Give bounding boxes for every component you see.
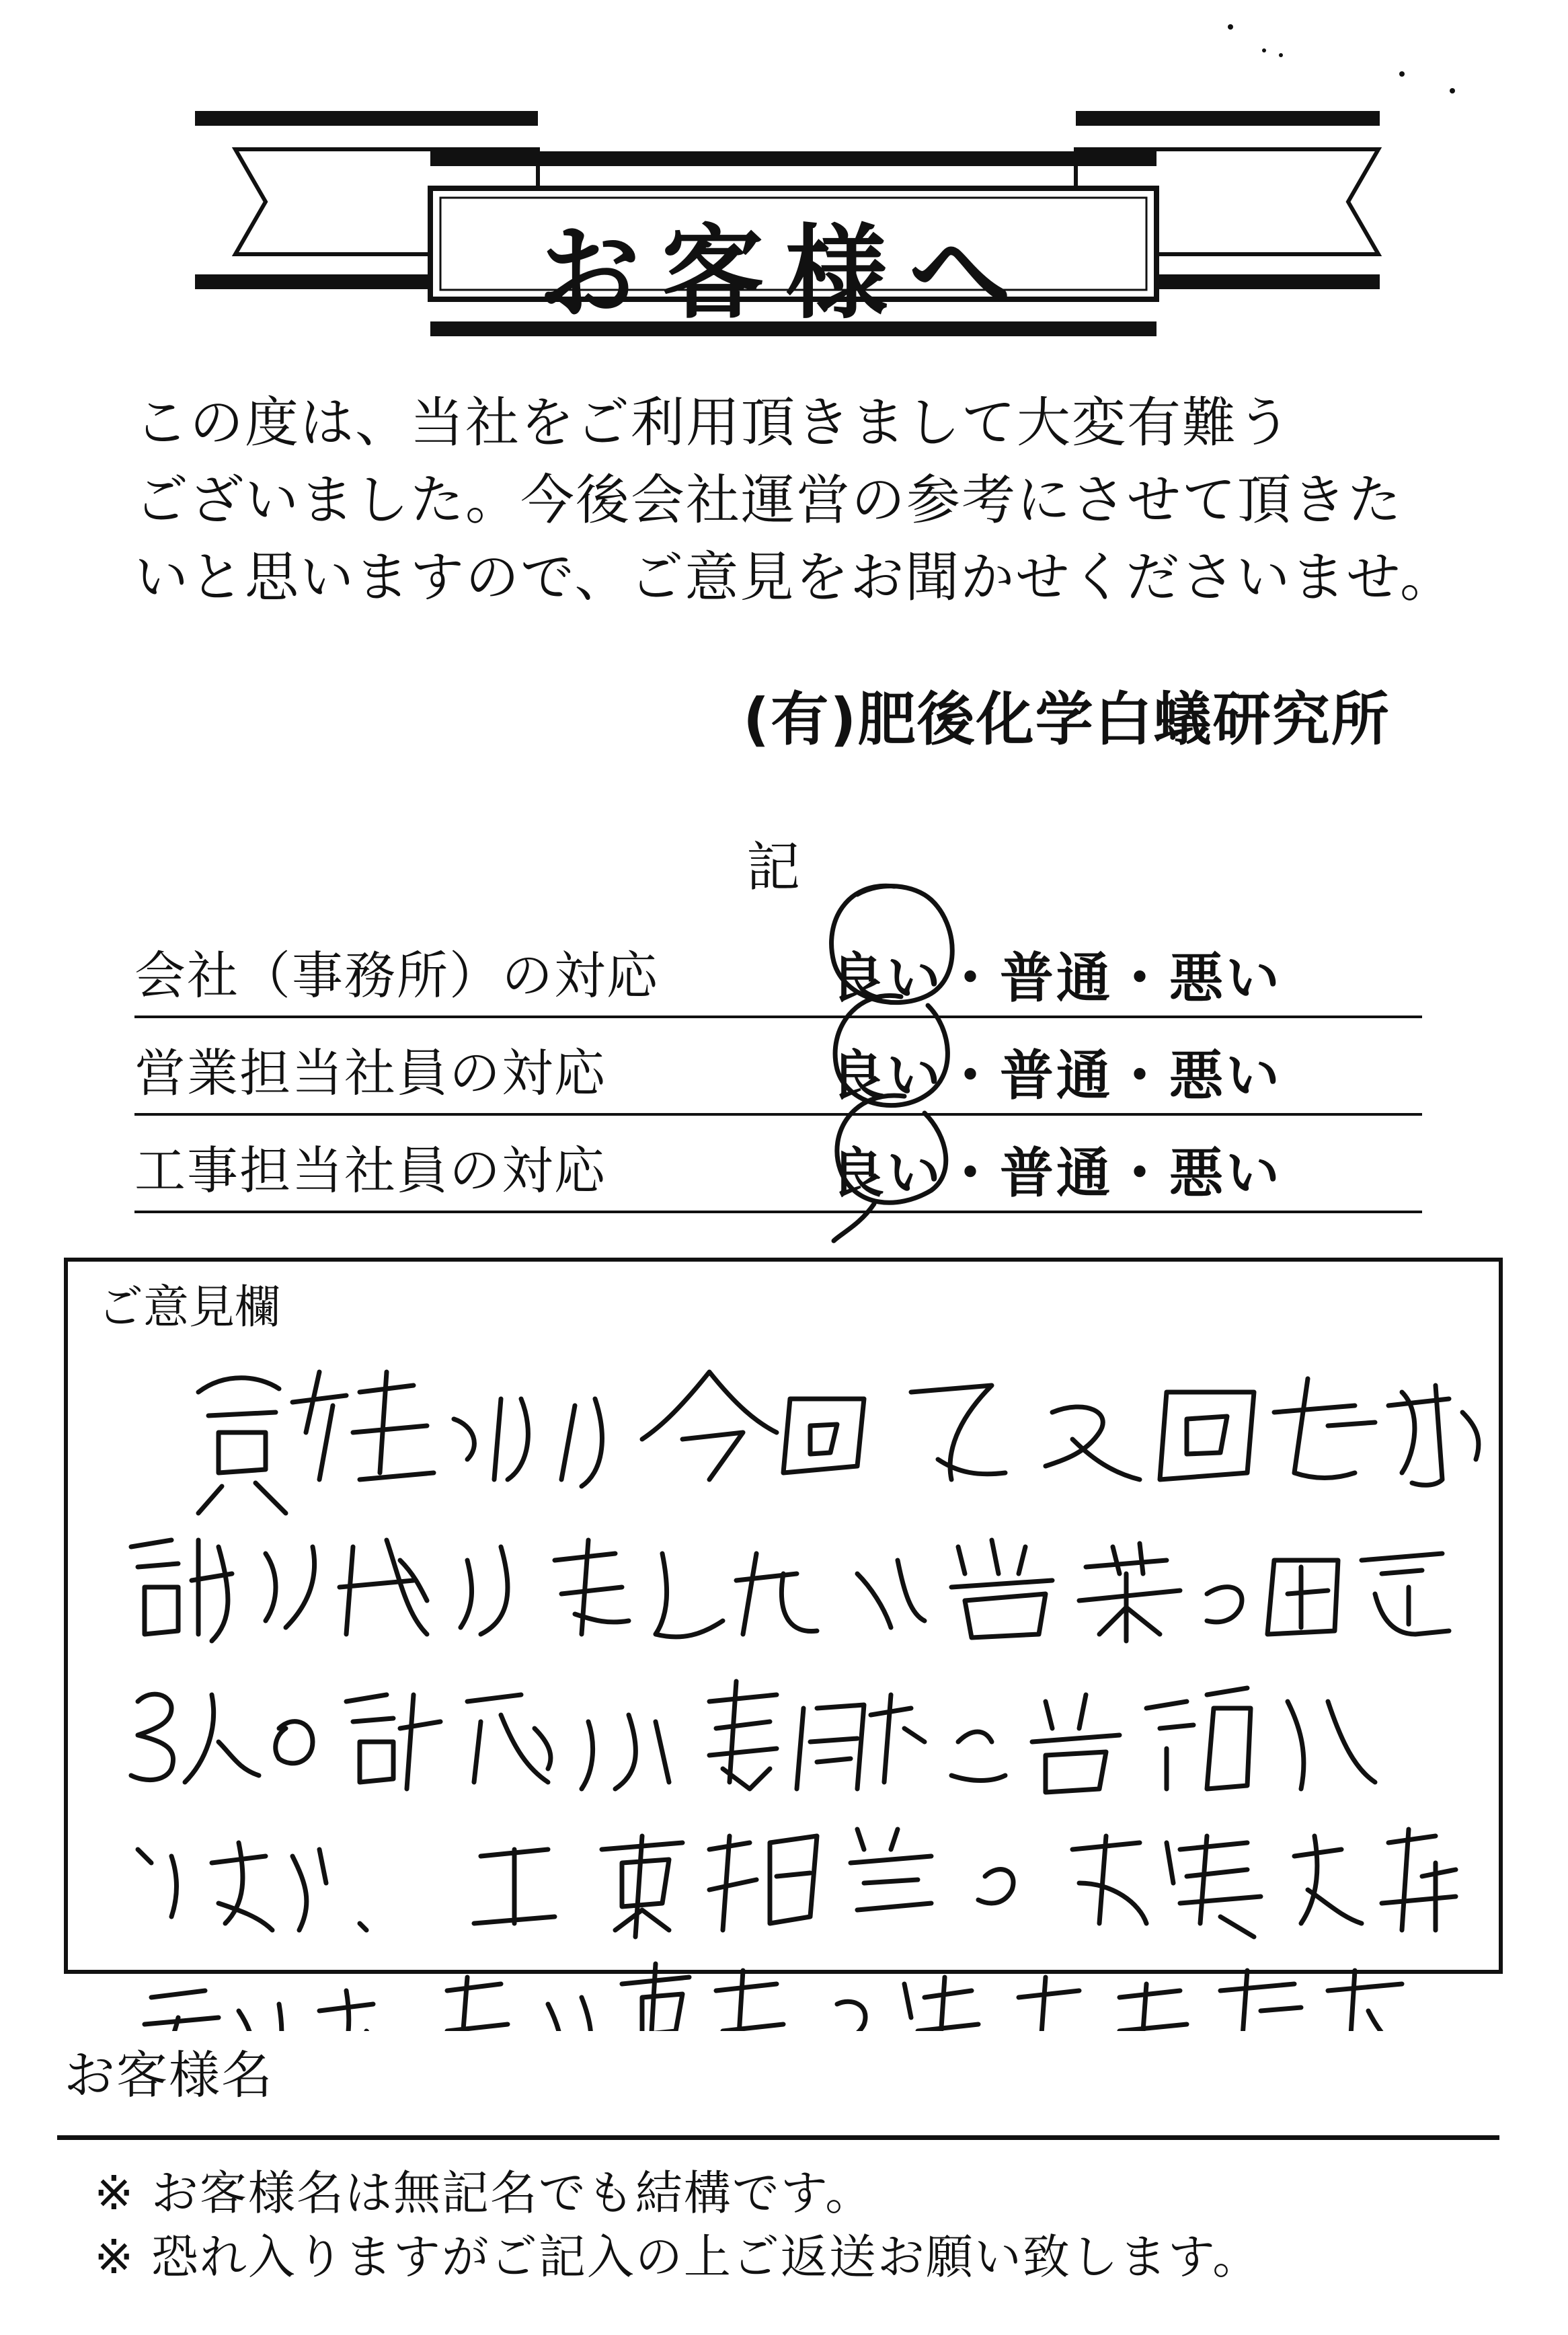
rating-divider	[134, 1211, 1422, 1213]
selection-circle-office	[832, 886, 953, 1002]
rating-label-office: 会社（事務所）の対応	[134, 946, 659, 1005]
handwritten-opinion	[64, 1258, 1503, 2031]
page-title: お客様へ	[538, 213, 1033, 333]
customer-name-label: お客様名	[64, 2045, 274, 2105]
rating-options-office[interactable]: 良い・普通・悪い	[830, 947, 1282, 1009]
company-name: (有)肥後化学白蟻研究所	[743, 686, 1390, 753]
ki-heading: 記	[746, 836, 800, 898]
rating-options-sales[interactable]: 良い・普通・悪い	[830, 1044, 1282, 1107]
opinion-label: ご意見欄	[97, 1281, 281, 1334]
rating-divider	[134, 1016, 1422, 1018]
note-return: ※ 恐れ入りますがご記入の上ご返送お願い致します。	[94, 2229, 1261, 2285]
note-anonymous: ※ お客様名は無記名でも結構です。	[94, 2166, 874, 2221]
customer-name-field[interactable]	[316, 2038, 1459, 2118]
selection-circles	[793, 868, 1009, 1258]
rating-options-construction[interactable]: 良い・普通・悪い	[830, 1142, 1282, 1204]
selection-circle-sales	[835, 995, 947, 1105]
rating-label-construction: 工事担当社員の対応	[134, 1141, 606, 1200]
customer-name-underline	[57, 2135, 1499, 2140]
selection-circle-construction	[834, 1096, 946, 1241]
intro-line-1: この度は、当社をご利用頂きまして大変有難う	[134, 391, 1292, 454]
rating-label-sales: 営業担当社員の対応	[134, 1043, 606, 1103]
intro-line-3: いと思いますので、ご意見をお聞かせくださいませ。	[134, 546, 1455, 609]
rating-divider	[134, 1113, 1422, 1116]
intro-line-2: ございました。今後会社運営の参考にさせて頂きた	[134, 469, 1403, 531]
